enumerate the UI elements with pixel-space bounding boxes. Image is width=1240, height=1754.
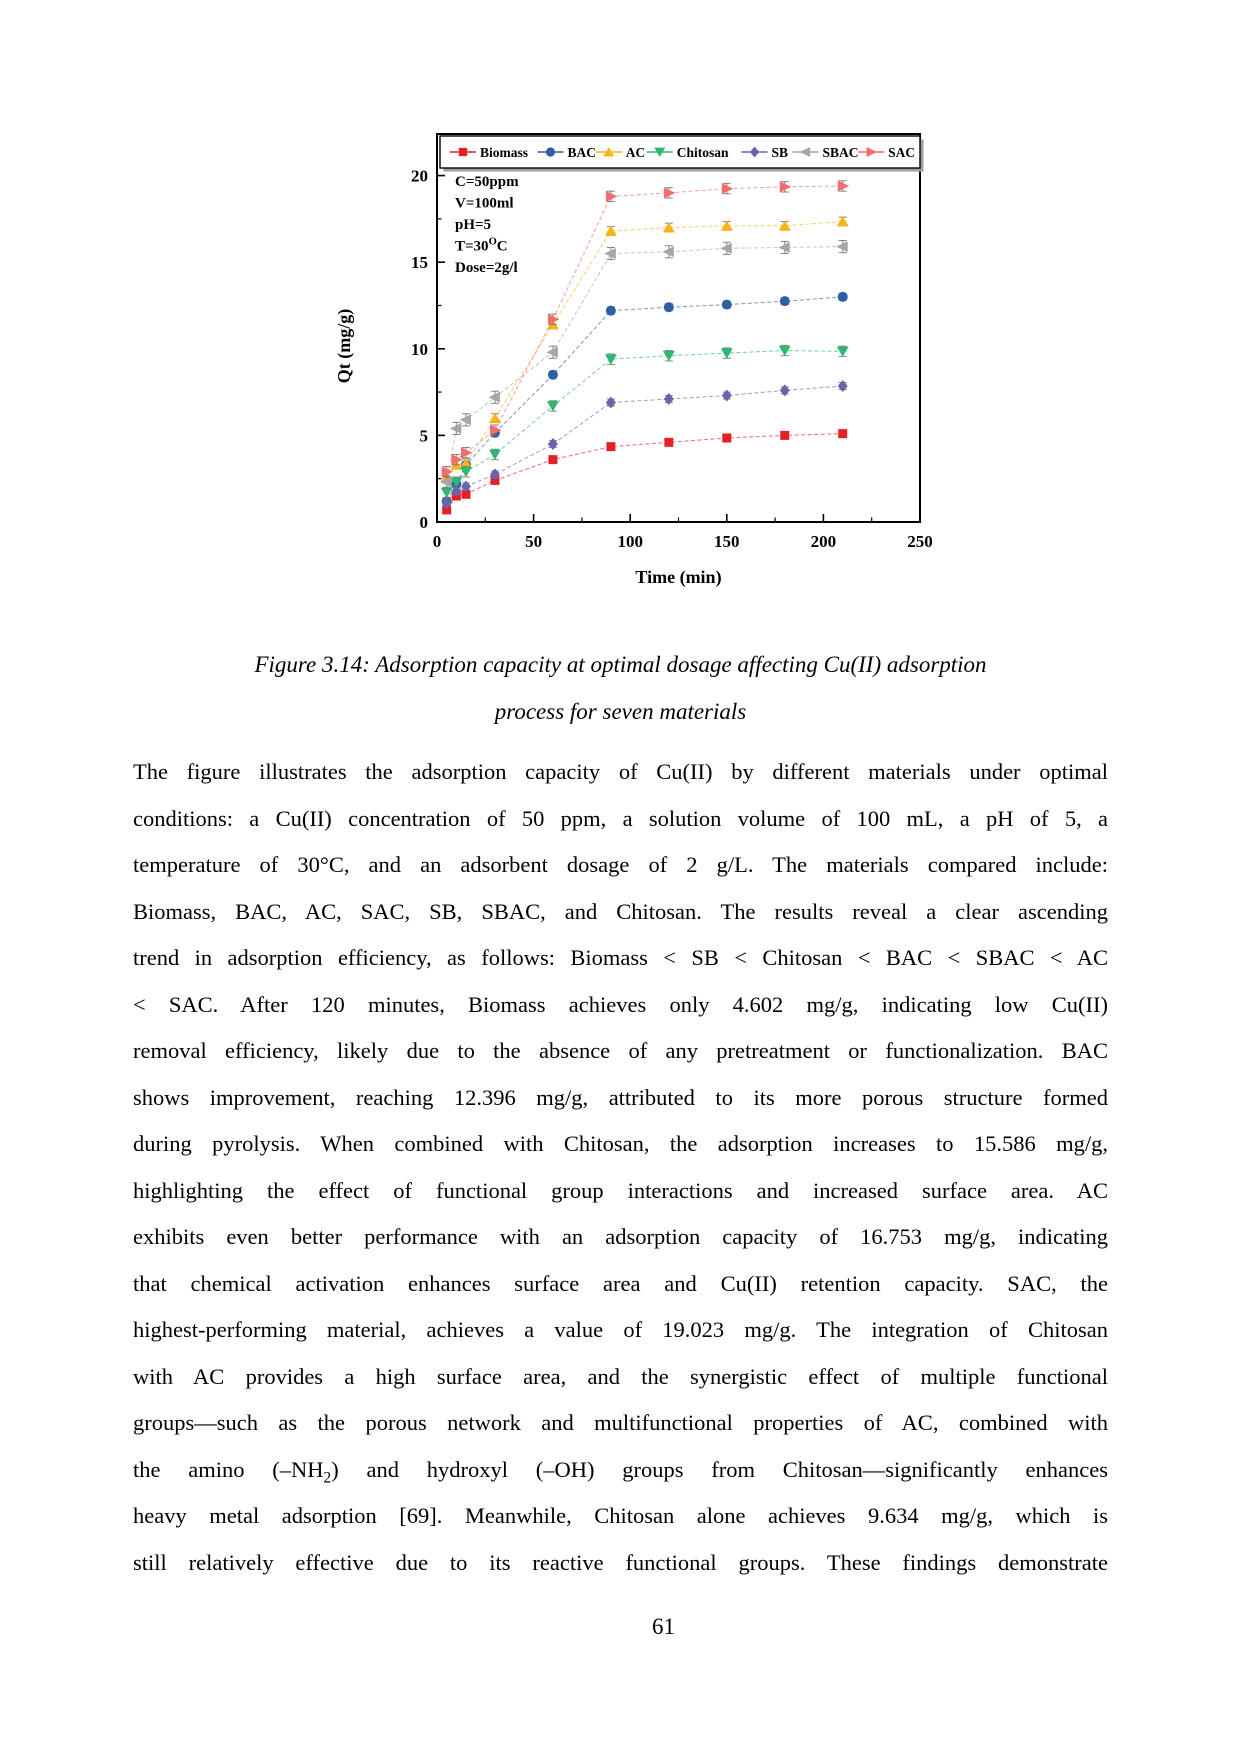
svg-text:200: 200 (810, 532, 837, 551)
svg-text:15: 15 (411, 253, 428, 273)
svg-text:pH=5: pH=5 (455, 217, 492, 233)
svg-text:Time (min): Time (min) (635, 567, 722, 587)
figure-caption-line1: Figure 3.14: Adsorption capacity at optimal dosage affecting Cu(II) adsorption (254, 652, 987, 677)
svg-text:10: 10 (411, 339, 428, 359)
body-line: exhibits even better performance with an adsorption capacity of 16.753 mg/g, indicating (133, 1224, 1108, 1249)
body-line: highlighting the effect of functional group interactions and increased surface area. AC (133, 1177, 1108, 1203)
body-line: conditions: a Cu(II) concentration of 50 ppm, a solution volume of 100 mL, a pH of 5, a (133, 805, 1108, 831)
svg-text:5: 5 (419, 426, 428, 446)
svg-text:T=30OC: $T=30^OC$ (455, 236, 508, 255)
svg-text:50: 50 (525, 532, 543, 551)
svg-text:0: 0 (432, 532, 442, 551)
svg-text:150: 150 (714, 532, 740, 551)
svg-text:C=50ppm: C=50ppm (455, 174, 519, 190)
svg-text:SAC: SAC (888, 144, 916, 160)
svg-text:SB: SB (771, 144, 789, 160)
body-line: < SAC. After 120 minutes, Biomass achieves only 4.602 mg/g, indicating low Cu(II) (133, 991, 1108, 1017)
svg-text:Chitosan: Chitosan (676, 144, 729, 160)
body-paragraph (133, 749, 1108, 1586)
body-line: during pyrolysis. When combined with Chitosan, the adsorption increases to 15.586 mg/g, (133, 1131, 1108, 1156)
body-line: Biomass, BAC, AC, SAC, SB, SBAC, and Chitosan. The results reveal a clear ascending (133, 898, 1108, 924)
body-line: with AC provides a high surface area, and the synergistic effect of multiple functional (133, 1363, 1108, 1389)
body-line: temperature of 30°C, and an adsorbent dosage of 2 g/L. The materials compared include: (133, 852, 1108, 877)
body-line: groups—such as the porous network and multifunctional properties of AC, combined with (133, 1410, 1108, 1435)
page-number: 61 (652, 1614, 675, 1639)
figure-caption-line2: process for seven materials (494, 699, 747, 724)
body-line: heavy metal adsorption [69]. Meanwhile, Chitosan alone achieves 9.634 mg/g, which is (133, 1503, 1108, 1528)
svg-text:V=100ml: V=100ml (455, 195, 514, 212)
svg-text:100: 100 (617, 532, 643, 551)
body-line: that chemical activation enhances surface area and Cu(II) retention capacity. SAC, the (133, 1270, 1108, 1296)
body-line: shows improvement, reaching 12.396 mg/g, attributed to its more porous structure formed (133, 1084, 1108, 1110)
body-line: the amino $(-NH_2)$ and hydroxyl (–OH) groups from Chitosan—significantly enhances (133, 1456, 1108, 1486)
svg-text:SBAC: SBAC (822, 144, 859, 160)
adsorption-capacity-chart (320, 105, 940, 605)
body-line: still relatively effective due to its reactive functional groups. These findings demonstrate (133, 1549, 1108, 1575)
body-line: removal efficiency, likely due to the absence of any pretreatment or functionalization. BAC (133, 1038, 1108, 1063)
svg-text:250: 250 (907, 532, 933, 551)
svg-text:0: 0 (419, 513, 428, 532)
body-line: The figure illustrates the adsorption capacity of Cu(II) by different materials under optimal (133, 759, 1108, 784)
figure-caption (133, 641, 1108, 735)
body-line: trend in adsorption efficiency, as follows: Biomass < SB < Chitosan < BAC < SBAC < AC (133, 945, 1108, 970)
svg-text:AC: AC (625, 144, 646, 160)
svg-text:Qt (mg/g): Qt (mg/g) (334, 308, 354, 384)
svg-text:Dose=2g/l: Dose=2g/l (455, 260, 518, 276)
svg-text:20: 20 (411, 166, 428, 186)
body-line: highest-performing material, achieves a value of 19.023 mg/g. The integration of Chitosan (133, 1317, 1108, 1342)
svg-text:Biomass: Biomass (480, 144, 529, 160)
svg-text:BAC: BAC (567, 144, 596, 160)
